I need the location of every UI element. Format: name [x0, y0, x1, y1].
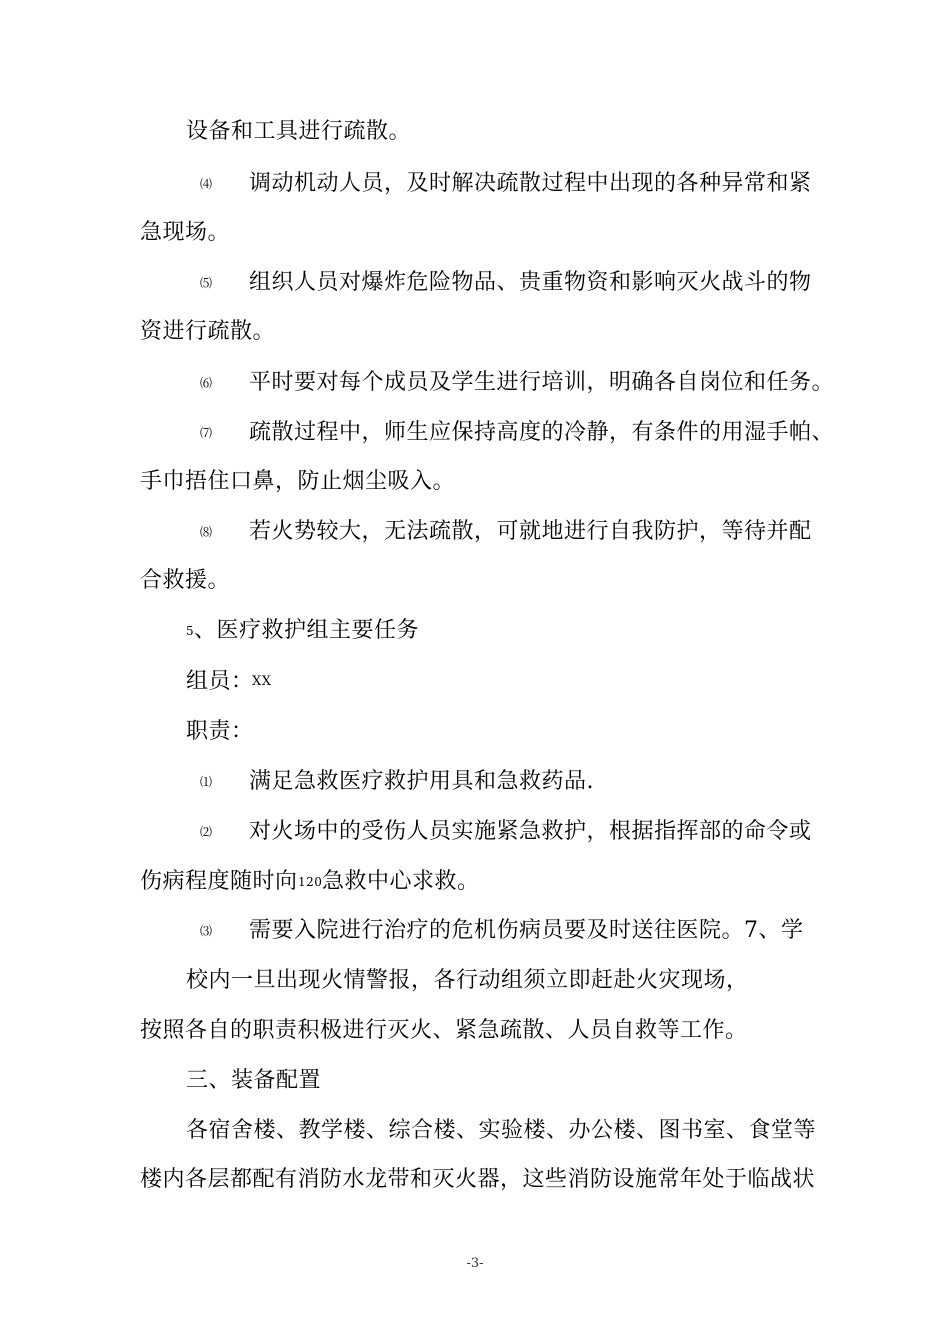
item-text: 需要入院进行治疗的危机伤病员要及时送往医院。7、学: [249, 918, 804, 943]
item-number: ⑶: [200, 924, 213, 938]
phone-number: 120: [298, 875, 323, 889]
item-text: 疏散过程中，师生应保持高度的冷静，有条件的用湿手帕、: [249, 420, 835, 445]
members-label: 组员：: [186, 669, 254, 694]
item-text: 平时要对每个成员及学生进行培训，明确各自岗位和任务。: [249, 370, 835, 395]
item-text: 校内一旦出现火情警报，各行动组须立即赶赴火灾现场，: [186, 968, 749, 993]
paragraph-text: 楼内各层都配有消防水龙带和灭火器，这些消防设施常年处于临战状: [140, 1167, 816, 1192]
item-text: 合救援。: [140, 568, 231, 593]
item-number: ⑵: [200, 825, 213, 839]
paragraph-text: 各宿舍楼、教学楼、综合楼、实验楼、办公楼、图书室、食堂等: [186, 1118, 817, 1143]
section-title: 、医疗救护组主要任务: [194, 618, 420, 643]
members-value: XX: [252, 674, 272, 689]
item-number: ⑸: [200, 276, 213, 290]
item-number: ⑹: [200, 376, 213, 390]
item-number: ⑻: [200, 525, 213, 539]
item-text: 调动机动人员，及时解决疏散过程中出现的各种异常和紧: [249, 171, 812, 196]
item-text: 若火势较大，无法疏散，可就地进行自我防护，等待并配: [249, 519, 812, 544]
duty-label: 职责：: [186, 719, 254, 744]
item-number: ⑷: [200, 177, 213, 191]
paragraph-text: 设备和工具进行疏散。: [186, 119, 412, 144]
item-number: ⑺: [200, 426, 213, 440]
item-text: 资进行疏散。: [140, 319, 276, 344]
item-text: 伤病程度随时向: [140, 869, 298, 894]
item-text: 按照各自的职责积极进行灭火、紧急疏散、人员自救等工作。: [140, 1018, 748, 1043]
section-number: 5: [186, 624, 195, 638]
item-text: 手巾捂住口鼻，防止烟尘吸入。: [140, 469, 456, 494]
section-title: 三、装备配置: [186, 1068, 322, 1093]
item-text: 急救中心求救。: [322, 869, 480, 894]
item-number: ⑴: [200, 775, 213, 789]
item-text: 急现场。: [140, 220, 231, 245]
item-text: 组织人员对爆炸危险物品、贵重物资和影响灭火战斗的物: [249, 270, 812, 295]
item-text: 满足急救医疗救护用具和急救药品.: [249, 769, 594, 794]
item-text: 对火场中的受伤人员实施紧急救护，根据指挥部的命令或: [249, 819, 812, 844]
page-number: -3-: [466, 1256, 484, 1271]
